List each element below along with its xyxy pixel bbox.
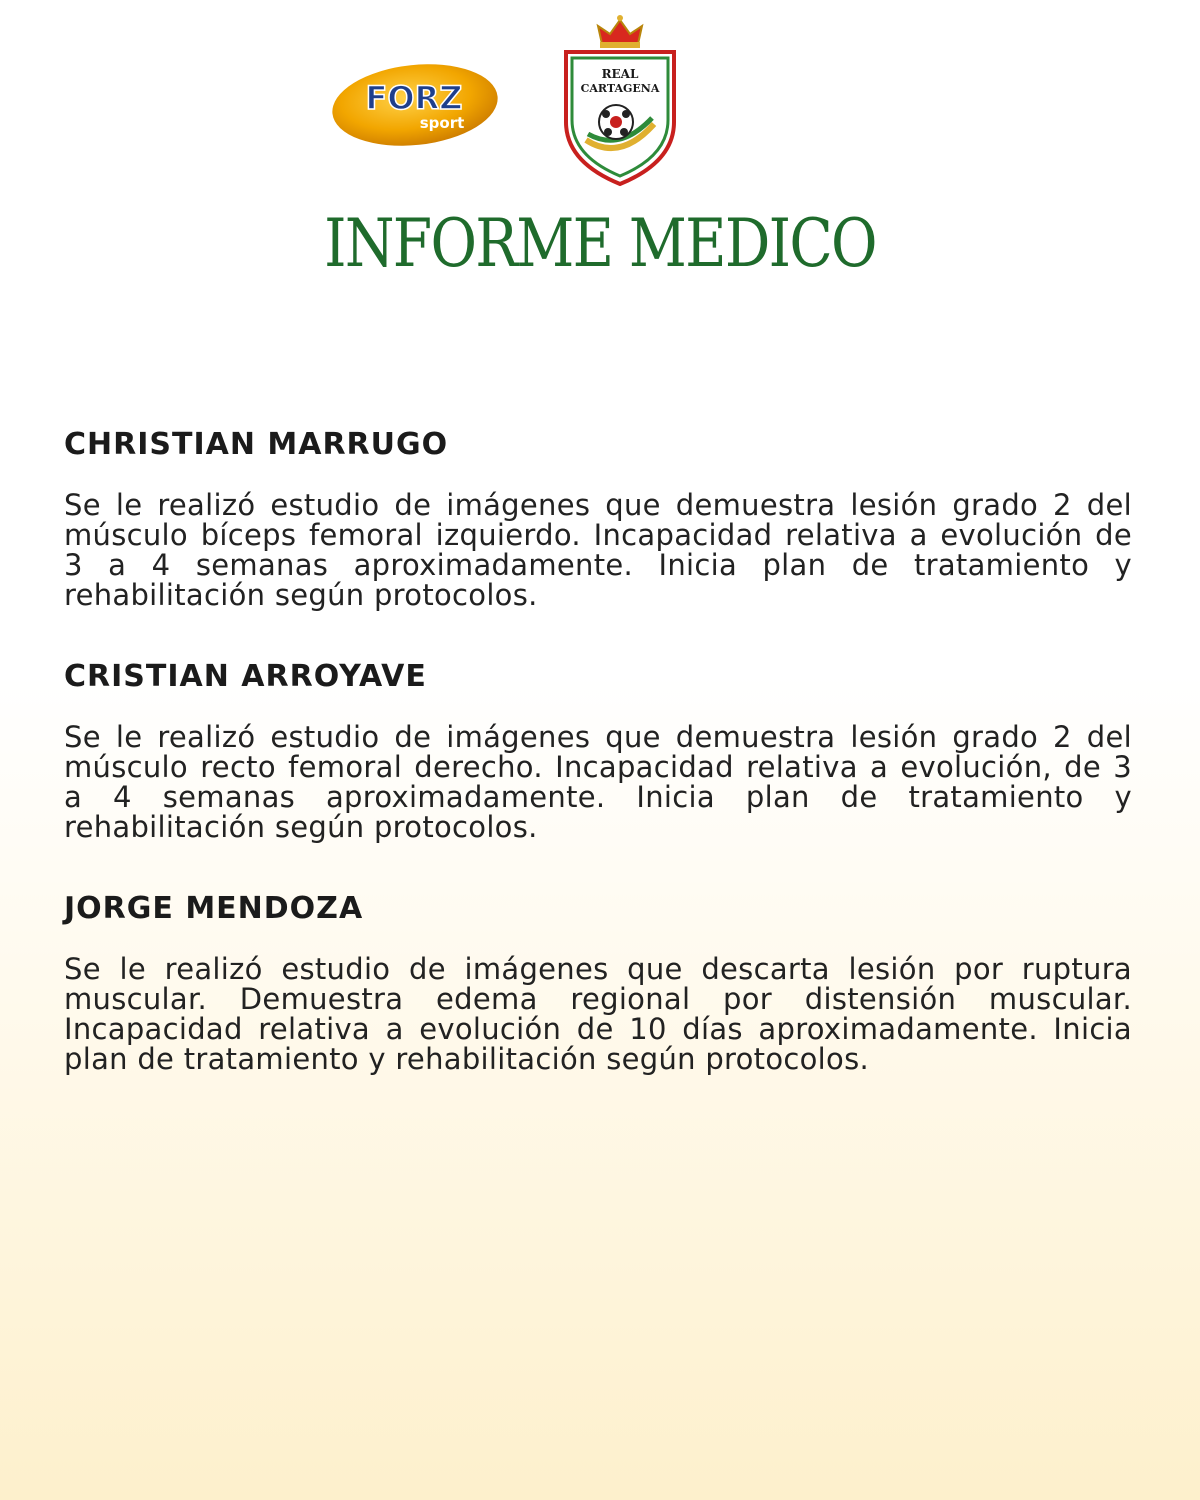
medical-reports <box>64 425 1132 1121</box>
report-text: Se le realizó estudio de imágenes que descarta lesión por ruptura muscular. Demuestra edema regional por distensión muscular. Incapacidad relativa a evolución de 10 días aproximadamente. Inicia plan de tratamiento y rehabilitación según protocolos. <box>64 952 1132 1076</box>
forz-sport-logo <box>330 62 500 148</box>
report-text: Se le realizó estudio de imágenes que demuestra lesión grado 2 del músculo recto femoral derecho. Incapacidad relativa a evolución, de 3 a 4 semanas aproximadamente. Inicia plan de tratamiento y rehabilitación según protocolos. <box>64 720 1132 844</box>
report-item <box>64 425 1132 610</box>
svg-text:CARTAGENA: CARTAGENA <box>580 82 660 95</box>
page-title: INFORME MEDICO <box>324 205 876 282</box>
report-text: Se le realizó estudio de imágenes que demuestra lesión grado 2 del músculo bíceps femoral izquierdo. Incapacidad relativa a evolución de 3 a 4 semanas aproximadamente. Inicia plan de tratamiento y rehabilitación según protocolos. <box>64 488 1132 612</box>
player-name: CRISTIAN ARROYAVE <box>64 659 427 694</box>
player-name: JORGE MENDOZA <box>64 891 364 926</box>
svg-text:FORZ: FORZ <box>365 79 463 117</box>
report-item <box>64 657 1132 842</box>
crown-icon <box>598 15 642 48</box>
svg-text:REAL: REAL <box>601 67 639 81</box>
report-item <box>64 889 1132 1074</box>
player-name: CHRISTIAN MARRUGO <box>64 427 449 462</box>
real-cartagena-crest <box>558 12 682 188</box>
header-logos <box>0 0 1200 200</box>
svg-text:sport: sport <box>419 114 465 132</box>
